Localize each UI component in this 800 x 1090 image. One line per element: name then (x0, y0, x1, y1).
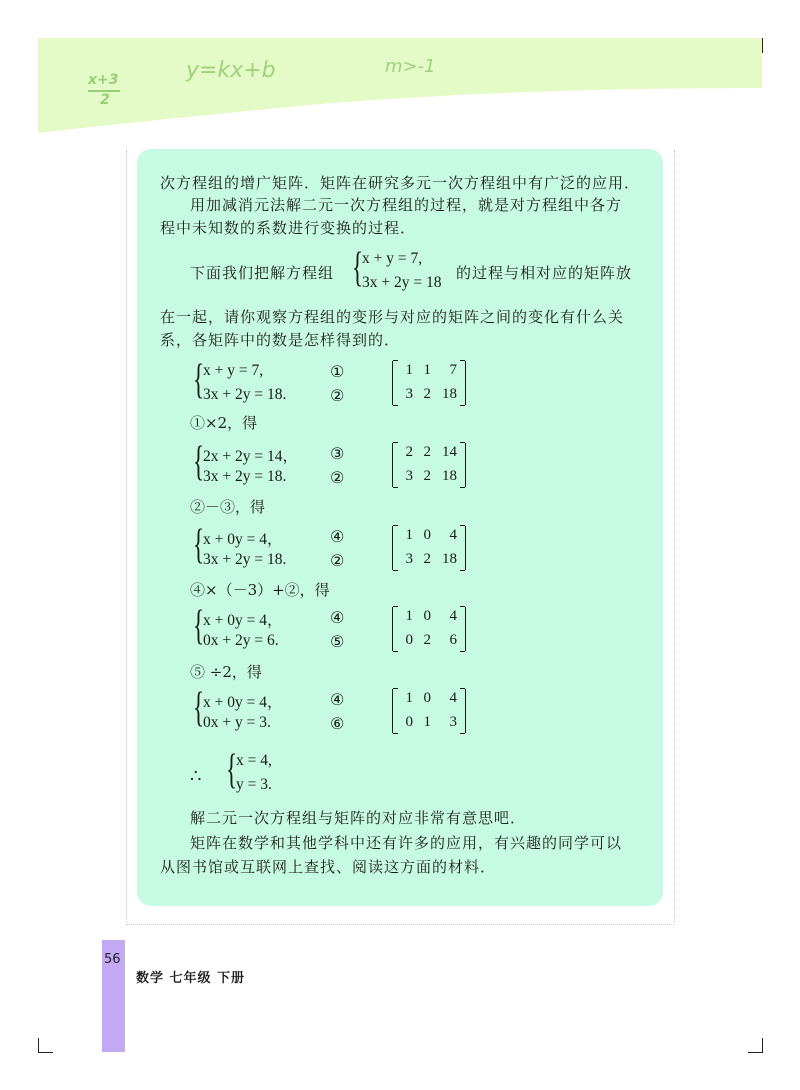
crop-mark-bottom-left (38, 1038, 53, 1053)
step-equation: x + 0y = 4， (203, 694, 283, 711)
equation-number-tag: ⑤ (330, 632, 345, 651)
matrix-cell: 3 (405, 551, 413, 567)
step-equation: 3x + 2y = 18. (203, 468, 287, 485)
equation-number-tag: ④ (330, 527, 345, 546)
paragraph-intro-post: 的过程与相对应的矩阵放 (456, 264, 633, 282)
matrix-cell: 14 (442, 444, 457, 460)
paragraph-intro-line3: 系，各矩阵中的数是怎样得到的． (160, 331, 401, 349)
banner-formula-inequality: m>-1 (385, 56, 436, 77)
matrix-cell: 2 (405, 444, 413, 460)
brace-icon: { (193, 357, 205, 403)
matrix-cell: 2 (423, 551, 431, 567)
matrix-cell: 3 (405, 386, 413, 402)
equation-number-tag: ③ (330, 444, 345, 463)
augmented-matrix (392, 361, 466, 405)
matrix-cell: 1 (405, 608, 413, 624)
solution-equation-x: x = 4, (236, 752, 272, 769)
margin-guide-bottom (126, 924, 674, 925)
therefore-symbol: ∴ (190, 766, 203, 787)
matrix-cell: 3 (405, 468, 413, 484)
book-title: 数学 七年级 下册 (136, 971, 246, 986)
step-operation: ⑤ ÷2，得 (190, 663, 262, 681)
step-operation: ④×（－3）+②，得 (190, 581, 330, 599)
augmented-matrix (392, 526, 466, 570)
step-equation: 3x + 2y = 18. (203, 551, 287, 568)
margin-guide-right (674, 150, 675, 922)
equation-number-tag: ④ (330, 608, 345, 627)
brace-icon: { (352, 245, 364, 291)
brace-icon: { (193, 439, 205, 485)
inline-equation-1: x + y = 7, (362, 250, 423, 267)
matrix-cell: 1 (405, 362, 413, 378)
matrix-cell: 0 (423, 608, 431, 624)
matrix-cell: 1 (405, 690, 413, 706)
banner-fraction-denominator: 2 (100, 92, 110, 108)
paragraph-augmented-matrix: 次方程组的增广矩阵．矩阵在研究多元一次方程组中有广泛的应用． (160, 174, 641, 192)
augmented-matrix (392, 443, 466, 487)
header-banner (38, 38, 762, 138)
equation-number-tag: ② (330, 468, 345, 487)
brace-icon: { (226, 747, 238, 793)
matrix-cell: 6 (449, 632, 457, 648)
step-operation: ①×2，得 (190, 414, 258, 432)
brace-icon: { (193, 603, 205, 649)
paragraph-intro-pre: 下面我们把解方程组 (190, 264, 335, 282)
page-number: 56 (104, 952, 121, 967)
brace-icon: { (193, 685, 205, 731)
equation-number-tag: ② (330, 386, 345, 405)
matrix-cell: 0 (405, 632, 413, 648)
step-equation: 2x + 2y = 14， (203, 448, 298, 465)
step-equation: x + 0y = 4， (203, 531, 283, 548)
inline-equation-2: 3x + 2y = 18 (362, 274, 442, 291)
matrix-cell: 18 (442, 551, 457, 567)
matrix-cell: 2 (423, 632, 431, 648)
brace-icon: { (193, 522, 205, 568)
step-equation: x + y = 7, (203, 362, 264, 379)
crop-mark-bottom-right (748, 1038, 763, 1053)
closing-line2: 矩阵在数学和其他学科中还有许多的应用，有兴趣的同学可以 (190, 834, 623, 852)
closing-line1: 解二元一次方程组与矩阵的对应非常有意思吧． (190, 809, 527, 827)
equation-number-tag: ⑥ (330, 714, 345, 733)
margin-guide-left (126, 150, 127, 922)
banner-fraction-numerator: x+3 (88, 72, 119, 88)
solution-equation-y: y = 3. (236, 776, 272, 793)
closing-line3: 从图书馆或互联网上查找、阅读这方面的材料． (160, 858, 497, 876)
matrix-cell: 2 (423, 444, 431, 460)
matrix-cell: 2 (423, 386, 431, 402)
matrix-cell: 18 (442, 386, 457, 402)
matrix-cell: 1 (405, 527, 413, 543)
equation-number-tag: ① (330, 362, 345, 381)
matrix-cell: 4 (449, 608, 457, 624)
matrix-cell: 0 (405, 714, 413, 730)
step-equation: x + 0y = 4， (203, 612, 283, 629)
matrix-cell: 0 (423, 527, 431, 543)
augmented-matrix (392, 607, 466, 651)
matrix-cell: 18 (442, 468, 457, 484)
matrix-cell: 4 (449, 527, 457, 543)
step-equation: 0x + 2y = 6. (203, 632, 279, 649)
step-operation: ②－③，得 (190, 498, 266, 516)
step-equation: 3x + 2y = 18. (203, 386, 287, 403)
augmented-matrix (392, 689, 466, 733)
paragraph-intro-line2: 在一起，请你观察方程组的变形与对应的矩阵之间的变化有什么关 (160, 308, 625, 326)
banner-formula-linear: y=kx+b (186, 58, 276, 83)
equation-number-tag: ④ (330, 690, 345, 709)
paragraph-elimination-line2: 程中未知数的系数进行变换的过程． (160, 219, 417, 237)
matrix-cell: 4 (449, 690, 457, 706)
matrix-cell: 7 (449, 362, 457, 378)
equation-number-tag: ② (330, 551, 345, 570)
matrix-cell: 0 (423, 690, 431, 706)
matrix-cell: 2 (423, 468, 431, 484)
matrix-cell: 1 (423, 362, 431, 378)
page-tab-rule (124, 940, 125, 1052)
matrix-cell: 1 (423, 714, 431, 730)
matrix-cell: 3 (449, 714, 457, 730)
paragraph-elimination-line1: 用加减消元法解二元一次方程组的过程，就是对方程组中各方 (190, 196, 623, 214)
step-equation: 0x + y = 3. (203, 714, 271, 731)
